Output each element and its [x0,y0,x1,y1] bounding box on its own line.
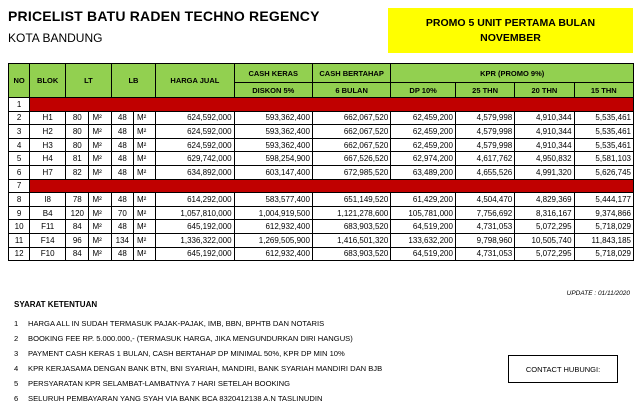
cell-25-thn: 4,504,470 [455,193,514,207]
separator-row [9,98,634,112]
term-item [14,346,382,361]
row-number: 5 [9,152,30,166]
cell-lb: 48 [111,165,133,179]
row-number: 4 [9,138,30,152]
cell-20-thn: 8,316,167 [515,206,574,220]
header-kpr: KPR (PROMO 9%) [391,64,634,83]
cell-cash-bertahap: 662,067,520 [312,111,390,125]
cell-lb: 48 [111,125,133,139]
cell-blok: H1 [30,111,66,125]
cell-cash-keras: 603,147,400 [234,165,312,179]
terms-title: SYARAT KETENTUAN [14,300,98,309]
term-number: 3 [14,349,19,358]
cell-20-thn: 4,950,832 [515,152,574,166]
cell-dp: 62,459,200 [391,111,456,125]
term-item [14,316,382,331]
table-row [9,220,634,234]
cell-lb: 48 [111,152,133,166]
header-no: NO [9,64,30,98]
term-item [14,331,382,346]
cell-25-thn: 4,731,053 [455,247,514,261]
cell-15-thn: 5,718,029 [574,247,633,261]
row-number: 10 [9,220,30,234]
cell-lt: 80 [66,111,89,125]
term-text: KPR KERJASAMA DENGAN BANK BTN, BNI SYARIAH, MANDIRI, BANK SYARIAH MANDIRI DAN BJB [28,364,383,373]
contact-box: CONTACT HUBUNGI: [508,355,618,383]
cell-lb: 48 [111,111,133,125]
cell-25-thn: 4,731,053 [455,220,514,234]
cell-lb: 48 [111,138,133,152]
cell-15-thn: 5,535,461 [574,125,633,139]
cell-cash-bertahap: 651,149,520 [312,193,390,207]
cell-blok: H2 [30,125,66,139]
cell-15-thn: 9,374,866 [574,206,633,220]
header-harga: HARGA JUAL [156,64,234,98]
cell-harga: 634,892,000 [156,165,234,179]
cell-15-thn: 5,581,103 [574,152,633,166]
row-number: 7 [9,179,30,193]
table-row [9,193,634,207]
cell-blok: H7 [30,165,66,179]
cell-lb-unit: M² [133,247,155,261]
cell-blok: F10 [30,247,66,261]
cell-25-thn: 9,798,960 [455,233,514,247]
cell-cash-bertahap: 662,067,520 [312,125,390,139]
cell-cash-bertahap: 1,416,501,320 [312,233,390,247]
cell-20-thn: 5,072,295 [515,247,574,261]
cell-lt: 80 [66,125,89,139]
cell-cash-bertahap: 683,903,520 [312,247,390,261]
header-25-thn: 25 THN [455,83,514,98]
header-20-thn: 20 THN [515,83,574,98]
cell-25-thn: 7,756,692 [455,206,514,220]
cell-harga: 624,592,000 [156,111,234,125]
cell-lt: 82 [66,165,89,179]
cell-harga: 645,192,000 [156,220,234,234]
cell-20-thn: 4,910,344 [515,138,574,152]
cell-lb-unit: M² [133,220,155,234]
cell-dp: 64,519,200 [391,220,456,234]
row-number: 2 [9,111,30,125]
cell-15-thn: 5,626,745 [574,165,633,179]
cell-cash-bertahap: 672,985,520 [312,165,390,179]
cell-lb-unit: M² [133,138,155,152]
cell-15-thn: 5,718,029 [574,220,633,234]
cell-dp: 133,632,200 [391,233,456,247]
term-number: 5 [14,379,19,388]
header-6-bulan: 6 BULAN [312,83,390,98]
cell-lt: 80 [66,138,89,152]
term-text: HARGA ALL IN SUDAH TERMASUK PAJAK-PAJAK, IMB, BBN, BPHTB DAN NOTARIS [28,319,325,328]
cell-cash-keras: 593,362,400 [234,138,312,152]
header-blok: BLOK [30,64,66,98]
cell-lb: 48 [111,193,133,207]
cell-lb-unit: M² [133,125,155,139]
cell-25-thn: 4,617,762 [455,152,514,166]
cell-lt: 81 [66,152,89,166]
separator-bar [30,179,634,193]
cell-lb: 134 [111,233,133,247]
cell-lt: 78 [66,193,89,207]
cell-lb-unit: M² [133,233,155,247]
cell-cash-bertahap: 667,526,520 [312,152,390,166]
cell-lb-unit: M² [133,111,155,125]
cell-cash-keras: 1,004,919,500 [234,206,312,220]
cell-15-thn: 5,535,461 [574,111,633,125]
cell-lb-unit: M² [133,193,155,207]
cell-25-thn: 4,579,998 [455,111,514,125]
row-number: 12 [9,247,30,261]
cell-lt-unit: M² [89,138,111,152]
pricelist-table [8,63,634,261]
cell-cash-keras: 1,269,505,900 [234,233,312,247]
cell-20-thn: 4,910,344 [515,111,574,125]
cell-dp: 61,429,200 [391,193,456,207]
cell-cash-keras: 593,362,400 [234,125,312,139]
separator-bar [30,98,634,112]
table-row [9,165,634,179]
cell-blok: B4 [30,206,66,220]
cell-dp: 62,459,200 [391,125,456,139]
cell-cash-keras: 598,254,900 [234,152,312,166]
table-row [9,233,634,247]
cell-lt-unit: M² [89,206,111,220]
term-text: PERSYARATAN KPR SELAMBAT-LAMBATNYA 7 HARI SETELAH BOOKING [28,379,291,388]
cell-lt-unit: M² [89,152,111,166]
terms-list [14,316,382,406]
cell-cash-bertahap: 662,067,520 [312,138,390,152]
cell-lb: 70 [111,206,133,220]
cell-lb: 48 [111,247,133,261]
cell-cash-keras: 593,362,400 [234,111,312,125]
cell-harga: 629,742,000 [156,152,234,166]
cell-lb-unit: M² [133,206,155,220]
header-dp: DP 10% [391,83,456,98]
cell-20-thn: 4,910,344 [515,125,574,139]
update-date: UPDATE : 01/11/2020 [566,290,630,297]
row-number: 1 [9,98,30,112]
cell-25-thn: 4,655,526 [455,165,514,179]
table-row [9,247,634,261]
cell-lt-unit: M² [89,125,111,139]
term-number: 2 [14,334,19,343]
table-row [9,125,634,139]
cell-blok: H3 [30,138,66,152]
cell-dp: 63,489,200 [391,165,456,179]
cell-lt: 84 [66,220,89,234]
separator-row [9,179,634,193]
cell-20-thn: 4,829,369 [515,193,574,207]
cell-lt-unit: M² [89,220,111,234]
cell-harga: 614,292,000 [156,193,234,207]
cell-20-thn: 4,991,320 [515,165,574,179]
row-number: 11 [9,233,30,247]
header-cash-keras: CASH KERAS [234,64,312,83]
page-title: PRICELIST BATU RADEN TECHNO REGENCY [8,8,320,24]
term-item [14,376,382,391]
cell-harga: 1,336,322,000 [156,233,234,247]
cell-cash-keras: 612,932,400 [234,220,312,234]
cell-15-thn: 5,444,177 [574,193,633,207]
cell-blok: F11 [30,220,66,234]
header-diskon: DISKON 5% [234,83,312,98]
row-number: 6 [9,165,30,179]
header-lt: LT [66,64,112,98]
cell-lt-unit: M² [89,165,111,179]
term-text: SELURUH PEMBAYARAN YANG SYAH VIA BANK BCA 8320412138 A.N TASLINUDIN [28,394,323,403]
row-number: 9 [9,206,30,220]
term-text: PAYMENT CASH KERAS 1 BULAN, CASH BERTAHAP DP MINIMAL 50%, KPR DP MIN 10% [28,349,345,358]
cell-cash-bertahap: 683,903,520 [312,220,390,234]
cell-15-thn: 11,843,185 [574,233,633,247]
cell-blok: H4 [30,152,66,166]
cell-harga: 624,592,000 [156,138,234,152]
cell-lb: 48 [111,220,133,234]
term-item [14,361,382,376]
cell-dp: 105,781,000 [391,206,456,220]
header-cash-bertahap: CASH BERTAHAP [312,64,390,83]
cell-lb-unit: M² [133,152,155,166]
row-number: 8 [9,193,30,207]
cell-20-thn: 10,505,740 [515,233,574,247]
cell-harga: 624,592,000 [156,125,234,139]
cell-25-thn: 4,579,998 [455,125,514,139]
header-lb: LB [111,64,155,98]
page-subtitle: KOTA BANDUNG [8,31,103,45]
cell-lt-unit: M² [89,193,111,207]
term-item [14,391,382,406]
cell-harga: 645,192,000 [156,247,234,261]
cell-lt-unit: M² [89,247,111,261]
table-row [9,206,634,220]
pricelist-body [9,98,634,261]
cell-blok: F14 [30,233,66,247]
cell-cash-keras: 612,932,400 [234,247,312,261]
term-number: 1 [14,319,19,328]
cell-dp: 64,519,200 [391,247,456,261]
cell-15-thn: 5,535,461 [574,138,633,152]
term-text: BOOKING FEE RP. 5.000.000,- (TERMASUK HARGA, JIKA MENGUNDURKAN DIRI HANGUS) [28,334,353,343]
cell-lb-unit: M² [133,165,155,179]
promo-banner: PROMO 5 UNIT PERTAMA BULAN NOVEMBER [388,8,633,53]
term-number: 4 [14,364,19,373]
cell-20-thn: 5,072,295 [515,220,574,234]
cell-lt: 120 [66,206,89,220]
cell-dp: 62,459,200 [391,138,456,152]
cell-cash-bertahap: 1,121,278,600 [312,206,390,220]
cell-harga: 1,057,810,000 [156,206,234,220]
term-number: 6 [14,394,19,403]
cell-25-thn: 4,579,998 [455,138,514,152]
table-row [9,152,634,166]
table-row [9,111,634,125]
cell-lt-unit: M² [89,111,111,125]
cell-cash-keras: 583,577,400 [234,193,312,207]
cell-lt-unit: M² [89,233,111,247]
cell-dp: 62,974,200 [391,152,456,166]
table-row [9,138,634,152]
cell-lt: 96 [66,233,89,247]
header-15-thn: 15 THN [574,83,633,98]
cell-blok: I8 [30,193,66,207]
cell-lt: 84 [66,247,89,261]
row-number: 3 [9,125,30,139]
